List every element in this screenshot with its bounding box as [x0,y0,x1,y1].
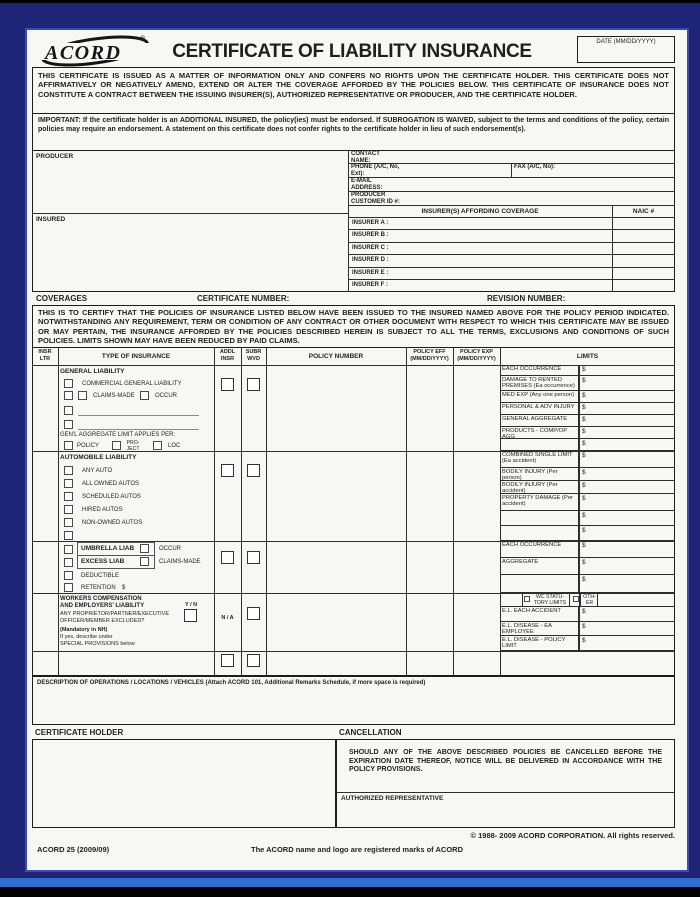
gl-title: GENERAL LIABILITY [60,368,125,375]
gl-policy-exp-cell[interactable] [454,366,499,450]
wc-other-checkbox[interactable] [573,596,579,602]
dollar-sign: $ [582,637,586,644]
col-header-policy-exp: POLICY EXP [460,349,493,355]
auto-policy-eff-cell[interactable] [407,452,452,540]
limit-value-cell[interactable] [579,468,675,480]
dollar-sign: $ [582,576,586,583]
phone-field[interactable] [411,164,511,177]
contact-name-field[interactable] [399,150,675,163]
insurer-row-label: INSURER E : [352,270,389,276]
limit-value-cell[interactable] [579,415,675,426]
limit-label: COMBINED SINGLE LIMIT (Ea accident) [500,451,579,467]
important-text: IMPORTANT: If the certificate holder is an ADDITIONAL INSURED, the policy(ies) must be endorsed. If SUBROGATION IS WAIVED, subject to the terms and conditions of the policy, certain policies may require an endorsement. A statement on this certificate does not confer rights to the certificate holder in lieu of such endorsement(s). [38,117,669,133]
svg-text:ACORD: ACORD [45,42,122,64]
col-header-insr: INSR [38,349,52,355]
date-box[interactable] [577,36,675,63]
wc-na-label: N / A [221,615,234,621]
dollar-sign: $ [582,608,586,615]
email-field[interactable] [395,178,675,191]
wc-title-line2: AND EMPLOYERS' LIABILITY [60,603,145,609]
cancellation-text: SHOULD ANY OF THE ABOVE DESCRIBED POLICIES BE CANCELLED BEFORE THE EXPIRATION DATE THEREOF, NOTICE WILL BE DELIVERED IN ACCORDANCE WITH THE POLICY PROVISIONS. [349,749,662,774]
gl-policy-number-cell[interactable] [267,366,405,450]
authorized-rep-signature-area[interactable] [341,804,671,826]
umbrella-addl-checkbox[interactable] [221,551,234,564]
col-header-addl2: INSR [220,356,235,362]
wc-policy-exp-cell[interactable] [454,594,499,650]
limit-label [500,575,579,592]
auto-addl-checkbox[interactable] [221,464,234,477]
retention-checkbox[interactable] [64,583,73,592]
extra-row-addl-checkbox[interactable] [221,654,234,667]
limit-label: DAMAGE TO RENTED PREMISES (Ea occurrence) [500,376,579,390]
limit-label: GENERAL AGGREGATE [500,415,579,426]
dollar-sign: $ [582,452,586,459]
description-box[interactable] [32,676,675,725]
limit-label: E.L. DISEASE - POLICY LIMIT [500,636,579,650]
limit-value-cell[interactable] [579,439,675,450]
insurer-row-label: INSURER A : [352,220,389,226]
grid-line [337,792,674,793]
insurer-f-field[interactable] [397,280,675,291]
insurer-c-field[interactable] [397,243,675,254]
wc-policy-number-cell[interactable] [267,594,405,650]
producer-customer-id-field[interactable] [413,192,675,205]
bottom-accent-strip [0,878,700,887]
limit-label: BODILY INJURY (Per accident) [500,481,579,493]
extra-row-policy-number-cell[interactable] [267,652,405,675]
auto-item-label: ALL OWNED AUTOS [82,481,140,487]
limit-value-cell[interactable] [579,365,675,375]
limit-value-cell[interactable] [579,376,675,390]
dollar-sign: $ [582,428,586,435]
limit-value-cell[interactable] [579,494,675,510]
blank-underline[interactable] [78,429,199,430]
certificate-number-label: CERTIFICATE NUMBER: [197,294,290,303]
insurer-row-label: INSURER F : [352,282,388,288]
limit-value-cell[interactable] [579,541,675,557]
registered-mark: ® [140,36,146,43]
limit-label [500,511,579,525]
copyright-text: © 1988- 2009 ACORD CORPORATION. All rights reserved. [470,831,675,840]
wc-mandatory-label: (Mandatory in NH) [60,627,108,633]
dollar-sign: $ [582,482,586,489]
col-header-policy-exp2: (MM/DD/YYYY) [457,356,496,362]
wc-subr-checkbox[interactable] [247,607,260,620]
disclaimer-box [32,67,675,114]
gl-commercial-checkbox[interactable] [64,379,73,388]
col-header-policy-number: POLICY NUMBER [308,353,364,360]
col-header-subr: SUBR [245,349,262,355]
wc-policy-eff-cell[interactable] [407,594,452,650]
umbrella-occur-checkbox[interactable] [140,544,149,553]
gl-claimsmade-col-checkbox[interactable] [64,391,73,400]
auto-item-label: NON-OWNED AUTOS [82,520,143,526]
grid-line [241,347,242,676]
auto-anyauto-checkbox[interactable] [64,466,73,475]
gl-commercial-label: COMMERCIAL GENERAL LIABILITY [82,381,182,387]
col-header-policy-eff2: (MM/DD/YYYY) [410,356,449,362]
gl-subr-checkbox[interactable] [247,378,260,391]
umbrella-policy-number-cell[interactable] [267,542,405,592]
col-header-limits: LIMITS [576,353,599,360]
auto-hired-checkbox[interactable] [64,505,73,514]
wc-statutory-row [500,593,675,607]
umbrella-policy-eff-cell[interactable] [407,542,452,592]
certify-text: THIS IS TO CERTIFY THAT THE POLICIES OF INSURANCE LISTED BELOW HAVE BEEN ISSUED TO THE INSURED NAMED ABOVE FOR THE POLICY PERIOD INDICATED. NOTWITHSTANDING ANY REQUIREMENT, TERM OR CONDITION OF ANY CONTRACT OR OTHER DOCUMENT WITH RESPECT TO WHICH THIS CERTIFICATE MAY BE ISSUED OR MAY PERTAIN, THE INSURANCE AFFORDED BY THE POLICIES DESCRIBED HEREIN IS SUBJECT TO ALL THE TERMS, EXCLUSIONS AND CONDITIONS OF SUCH POLICIES. LIMITS SHOWN MAY HAVE BEEN REDUCED BY PAID CLAIMS. [38,308,669,346]
grid-line [58,347,59,676]
dollar-sign: $ [582,392,586,399]
limit-label: BODILY INJURY (Per person) [500,468,579,480]
deductible-label: DEDUCTIBLE [81,573,120,579]
limit-value-cell[interactable] [579,403,675,414]
producer-label: PRODUCER [36,153,74,160]
gl-project-checkbox[interactable] [112,441,121,450]
auto-title: AUTOMOBILE LIABILITY [60,454,137,461]
retention-dollar: $ [122,585,126,591]
gl-occur-checkbox[interactable] [140,391,149,400]
dollar-sign: $ [582,623,586,630]
limit-value-cell[interactable] [579,391,675,402]
limit-label [500,439,579,450]
auto-scheduled-checkbox[interactable] [64,492,73,501]
important-box [32,113,675,151]
auto-subr-checkbox[interactable] [247,464,260,477]
auto-blank-checkbox[interactable] [64,531,73,540]
limit-label: EACH OCCURRENCE [500,541,579,557]
date-label: DATE (MM/DD/YYYY) [596,39,656,45]
gl-occur-label: OCCUR [155,393,177,399]
limit-label: AGGREGATE [500,558,579,574]
insurer-d-field[interactable] [397,255,675,266]
certificate-holder-label: CERTIFICATE HOLDER [35,728,124,737]
gl-blank1-checkbox[interactable] [64,406,73,415]
dollar-sign: $ [582,440,586,447]
umbrella-claimsmade-checkbox[interactable] [140,557,149,566]
acord-form-page [25,28,689,872]
umbrella-policy-exp-cell[interactable] [454,542,499,592]
col-header-policy-eff: POLICY EFF [413,349,446,355]
umbrella-liab-checkbox[interactable] [64,545,73,554]
excess-liab-label: EXCESS LIAB [81,558,125,565]
limit-value-cell[interactable] [579,558,675,574]
gl-loc-checkbox[interactable] [153,441,162,450]
umbrella-subr-checkbox[interactable] [247,551,260,564]
limit-value-cell[interactable] [579,636,675,650]
auto-item-label: HIRED AUTOS [82,507,123,513]
auto-policy-exp-cell[interactable] [454,452,499,540]
auto-item-label: ANY AUTO [82,468,113,474]
insurer-row-label: INSURER C : [352,245,389,251]
grid-line [348,150,349,292]
wc-excluded-line2: OFFICER/MEMBER EXCLUDED? [60,618,145,624]
gl-blank2-checkbox[interactable] [64,420,73,429]
wc-special-label: SPECIAL PROVISIONS below [60,641,135,647]
excess-liab-checkbox[interactable] [64,558,73,567]
form-number: ACORD 25 (2009/09) [37,845,110,854]
umbrella-claimsmade-label: CLAIMS-MADE [159,559,201,565]
dollar-sign: $ [582,559,586,566]
limit-label: PERSONAL & ADV INJURY [500,403,579,414]
limit-value-cell[interactable] [579,526,675,540]
insurer-a-field[interactable] [397,218,675,229]
auto-allowned-checkbox[interactable] [64,479,73,488]
umbrella-occur-label: OCCUR [159,546,181,552]
wc-ifyes-label: If yes, describe under [60,634,113,640]
revision-number-label: REVISION NUMBER: [487,294,566,303]
extra-row-subr-checkbox[interactable] [247,654,260,667]
grid-line [77,555,155,556]
limit-value-cell[interactable] [579,481,675,493]
wc-title-line1: WORKERS COMPENSATION [60,596,142,602]
email-label: E-MAIL ADDRESS: [351,178,383,191]
extra-row-type-cell[interactable] [59,652,213,675]
wc-excluded-checkbox[interactable] [184,609,197,622]
contact-name-label: CONTACT NAME: [351,151,380,164]
dollar-sign: $ [582,495,586,502]
phone-label: PHONE (A/C, No, Ext): [351,164,400,177]
grid-line [511,163,512,177]
cancellation-label: CANCELLATION [339,728,402,737]
limit-value-cell[interactable] [579,607,675,621]
dollar-sign: $ [582,377,586,384]
col-header-type: TYPE OF INSURANCE [101,353,171,360]
insurers-heading: INSURER(S) AFFORDING COVERAGE [421,208,539,215]
form-title: CERTIFICATE OF LIABILITY INSURANCE [172,41,532,62]
retention-label: RETENTION [81,585,116,591]
limit-value-cell[interactable] [579,575,675,592]
cancellation-box [336,739,675,828]
wc-statutory-label: WC STATU-TORY LIMITS [533,594,567,606]
gl-policy-eff-cell[interactable] [407,366,452,450]
dollar-sign: $ [582,542,586,549]
limit-label [500,526,579,540]
producer-customer-id-label: PRODUCER CUSTOMER ID #: [351,192,400,205]
certify-box [32,305,675,348]
col-header-ltr: LTR [39,356,51,362]
dollar-sign: $ [582,366,586,373]
coverages-label: COVERAGES [36,294,88,303]
insurer-row-label: INSURER D : [352,257,389,263]
insured-field[interactable] [33,225,347,290]
fax-label: FAX (A/C, No): [514,164,555,170]
gl-claimsmade-checkbox[interactable] [78,391,87,400]
auto-policy-number-cell[interactable] [267,452,405,540]
grid-line [32,213,348,214]
limit-label: E.L. DISEASE - EA EMPLOYEE [500,622,579,635]
limit-value-cell[interactable] [579,451,675,467]
dollar-sign: $ [582,527,586,534]
gl-addl-checkbox[interactable] [221,378,234,391]
col-header-addl: ADDL [219,349,236,355]
producer-field[interactable] [33,161,347,212]
limit-value-cell[interactable] [579,622,675,635]
authorized-rep-label: AUTHORIZED REPRESENTATIVE [341,795,444,802]
gl-agg-applies-label: GEN'L AGGREGATE LIMIT APPLIES PER: [60,432,176,438]
wc-yn-label: Y / N [185,602,198,608]
insurer-row-label: INSURER B : [352,232,389,238]
dollar-sign: $ [582,512,586,519]
limit-label: PRODUCTS - COMP/OP AGG [500,427,579,438]
blank-underline[interactable] [78,415,199,416]
auto-nonowned-checkbox[interactable] [64,518,73,527]
dollar-sign: $ [582,404,586,411]
revision-number-field[interactable] [570,292,675,304]
certificate-holder-box[interactable] [32,739,336,828]
insurer-e-field[interactable] [397,268,675,279]
gl-policy-checkbox[interactable] [64,441,73,450]
insured-label: INSURED [36,216,66,223]
limit-label: EACH OCCURRENCE [500,365,579,375]
deductible-checkbox[interactable] [64,571,73,580]
description-label: DESCRIPTION OF OPERATIONS / LOCATIONS / VEHICLES (Attach ACORD 101, Additional Remarks Schedule, if more space is required) [37,680,426,686]
gl-policy-label: POLICY [77,443,100,449]
grid-line [214,347,215,676]
col-header-wvd: WVD [247,356,260,362]
limit-value-cell[interactable] [579,427,675,438]
limit-label: PROPERTY DAMAGE (Per accident) [500,494,579,510]
certificate-number-field[interactable] [282,292,482,304]
fax-field[interactable] [563,164,675,177]
limit-label: E.L. EACH ACCIDENT [500,607,579,621]
dollar-sign: $ [582,416,586,423]
limit-value-cell[interactable] [579,511,675,525]
disclaimer-text: THIS CERTIFICATE IS ISSUED AS A MATTER OF INFORMATION ONLY AND CONFERS NO RIGHTS UPON THE CERTIFICATE HOLDER. THIS CERTIFICATE DOES NOT AFFIRMATIVELY OR NEGATIVELY AMEND, EXTEND OR ALTER THE COVERAGE AFFORDED BY THE POLICIES BELOW. THIS CERTIFICATE OF INSURANCE DOES NOT CONSTITUTE A CONTRACT BETWEEN THE ISSUING INSURER(S), AUTHORIZED REPRESENTATIVE OR PRODUCER, AND THE CERTIFICATE HOLDER. [38,71,669,99]
naic-label: NAIC # [632,208,655,215]
wc-other-label: OTH-ER [583,594,596,606]
auto-item-label: SCHEDULED AUTOS [82,494,141,500]
gl-claimsmade-label: CLAIMS-MADE [93,393,135,399]
trademark-text: The ACORD name and logo are registered marks of ACORD [251,845,463,854]
gl-loc-label: LOC [168,443,181,449]
dollar-sign: $ [582,469,586,476]
limit-label: MED EXP (Any one person) [500,391,579,402]
umbrella-liab-label: UMBRELLA LIAB [81,545,135,552]
insurer-b-field[interactable] [397,230,675,241]
gl-project-label: PRO-JECT [126,440,140,452]
wc-excluded-line1: ANY PROPRIETOR/PARTNER/EXECUTIVE [60,611,170,617]
